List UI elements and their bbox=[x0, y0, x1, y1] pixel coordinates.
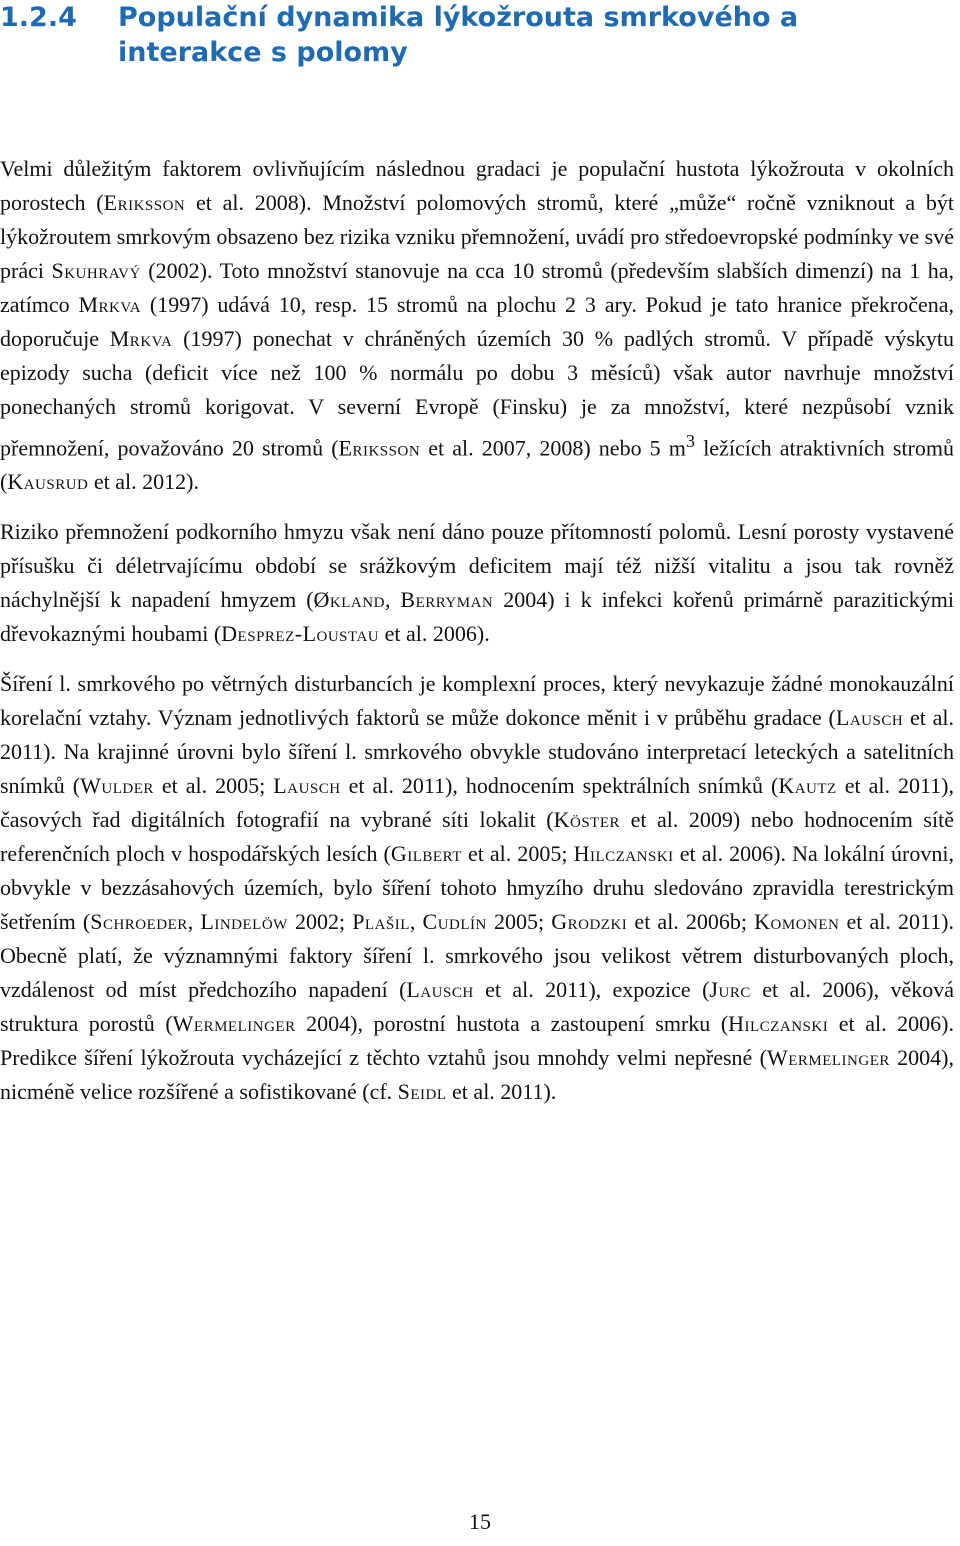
author-name: Eriksson bbox=[103, 190, 186, 215]
author-name: Økland bbox=[313, 587, 385, 613]
text-run: et al. 2011). Obecně platí, že významnými faktory šíření l. smrkového jsou velikost větrem disturbovaných ploch, vzdálenost od míst předchozího napadení ( bbox=[0, 909, 954, 1003]
paragraph-3 bbox=[0, 667, 954, 1109]
author-name: Skuhravý bbox=[51, 258, 141, 283]
text-run: et al. 2008). Množství polomových stromů, které „může“ ročně vzniknout a být lýkožroutem smrkovým obsazeno bez rizika vzniku přemnožení, uvádí pro středoevropské podmínky ve své práci bbox=[0, 190, 955, 283]
author-name: Mrkva bbox=[109, 326, 173, 351]
text-run: (1997) udává 10, resp. 15 stromů na plochu 2 3 ary. Pokud je tato hranice překročena, doporučuje bbox=[0, 292, 954, 351]
author-name: Grodzki bbox=[551, 909, 628, 935]
body-text bbox=[0, 152, 954, 1109]
text-run: et al. 2011). bbox=[446, 1079, 557, 1105]
author-name: Hilczanski bbox=[573, 841, 674, 867]
author-name: Berryman bbox=[400, 587, 494, 613]
text-run: Šíření l. smrkového po větrných disturbancích je komplexní proces, který nevykazuje žádné monokauzální korelační vztahy. Význam jednotlivých faktorů se může dokonce měnit i v průběhu gradace ( bbox=[0, 671, 954, 731]
author-name: Desprez-Loustau bbox=[221, 621, 380, 647]
author-name: Jurc bbox=[709, 977, 751, 1003]
text-run: , bbox=[384, 587, 401, 613]
paragraph-1 bbox=[0, 152, 954, 499]
text-run: , bbox=[409, 909, 423, 935]
author-name: Seidl bbox=[397, 1079, 447, 1105]
text-run: ležících atraktivních stromů ( bbox=[0, 435, 954, 495]
text-run: 2004) i k infekci kořenů primárně parazitickými dřevokaznými houbami ( bbox=[0, 587, 954, 647]
section-title: Populační dynamika lýkožrouta smrkového a interakce s polomy bbox=[118, 2, 799, 68]
text-run: , bbox=[187, 909, 201, 935]
text-run: et al. 2012). bbox=[88, 469, 199, 495]
text-run: et al. 2006). Predikce šíření lýkožrouta vycházející z těchto vztahů jsou mnohdy velmi nepřesné ( bbox=[0, 1011, 954, 1071]
text-run: et al. 2005; bbox=[153, 773, 274, 799]
text-run: Riziko přemnožení podkorního hmyzu však není dáno pouze přítomností polomů. Lesní porosty vystavené přísušku či déletrvajícímu období se srážkovým deficitem mají též nižší vitalitu a jsou tak rovněž náchylnější k napadení hmyzem ( bbox=[0, 519, 954, 613]
text-run: 2002; bbox=[287, 909, 353, 935]
text-run: et al. 2006). Na lokální úrovni, obvykle v bezzásahových územích, bylo šíření tohoto hmyzího druhu sledováno zpravidla terestrickým šetřením ( bbox=[0, 841, 954, 935]
text-run: 2004), porostní hustota a zastoupení smrku ( bbox=[295, 1011, 729, 1037]
author-name: Wermelinger bbox=[172, 1011, 296, 1037]
author-name: Gilbert bbox=[390, 841, 462, 867]
author-name: Lindelöw bbox=[200, 909, 288, 935]
author-name: Hilczanski bbox=[728, 1011, 829, 1037]
text-run: et al. 2007, 2008) nebo 5 m bbox=[420, 435, 686, 461]
text-run: 2005; bbox=[486, 909, 552, 935]
author-name: Cudlín bbox=[422, 909, 487, 935]
text-run: et al. 2006b; bbox=[627, 909, 755, 935]
text-run: et al. 2005; bbox=[461, 841, 574, 867]
text-run: et al. 2011), hodnocením spektrálních snímků ( bbox=[340, 773, 779, 799]
section-heading bbox=[0, 0, 930, 70]
text-run: (1997) ponechat v chráněných územích 30 % padlých stromů. V případě výskytu epizody sucha (deficit více než 100 % normálu po dobu 3 měsíců) však autor navrhuje množství ponechaných stromů korigovat. V severní Evropě (Finsku) je za množství, které nezpůsobí vznik přemnožení, považováno 20 stromů ( bbox=[0, 326, 954, 461]
author-name: Wermelinger bbox=[766, 1045, 890, 1071]
text-run: et al. 2011), expozice ( bbox=[473, 977, 710, 1003]
author-name: Komonen bbox=[754, 909, 840, 935]
author-name: Schroeder bbox=[90, 909, 188, 935]
section-number: 1.2.4 bbox=[0, 2, 77, 33]
author-name: Lausch bbox=[273, 773, 341, 799]
text-run: 2004), nicméně velice rozšířené a sofistikované (cf. bbox=[0, 1045, 955, 1105]
text-run: et al. 2006). bbox=[379, 621, 490, 647]
author-name: Köster bbox=[553, 807, 621, 833]
author-name: Wulder bbox=[80, 773, 154, 799]
author-name: Lausch bbox=[835, 705, 904, 731]
text-run: et al. 2011), časových řad digitálních fotografií na vybrané síti lokalit ( bbox=[0, 773, 954, 833]
text-run: et al. 2011). Na krajinné úrovni bylo šíření l. smrkového obvykle studováno interpretací leteckých a satelitních snímků ( bbox=[0, 705, 954, 799]
text-run: Velmi důležitým faktorem ovlivňujícím následnou gradaci je populační hustota lýkožrouta v okolních porostech ( bbox=[0, 156, 954, 215]
text-run: et al. 2006), věková struktura porostů ( bbox=[0, 977, 954, 1037]
paragraph-2 bbox=[0, 515, 954, 651]
author-name: Kausrud bbox=[7, 469, 89, 495]
superscript: 3 bbox=[685, 431, 696, 451]
author-name: Eriksson bbox=[338, 435, 421, 461]
page-number: 15 bbox=[469, 1509, 491, 1534]
author-name: Lausch bbox=[406, 977, 474, 1003]
text-run: (2002). Toto množství stanovuje na cca 10 stromů (především slabších dimenzí) na 1 ha, zatímco bbox=[0, 258, 954, 317]
author-name: Mrkva bbox=[78, 292, 142, 317]
author-name: Kautz bbox=[778, 773, 837, 799]
text-run: et al. 2009) nebo hodnocením sítě referenčních ploch v hospodářských lesích ( bbox=[0, 807, 954, 867]
author-name: Plašil bbox=[352, 909, 410, 935]
